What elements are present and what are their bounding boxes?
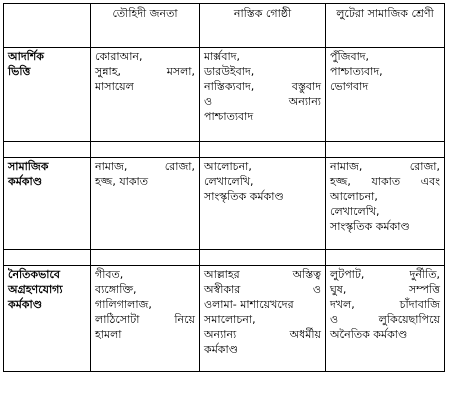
- cell-line: মার্ক্সবাদ,: [204, 50, 240, 63]
- cell-line: সাংস্কৃতিক কর্মকাণ্ড: [330, 220, 410, 233]
- cell-line: ঘুষ, সম্পত্তি: [330, 283, 440, 296]
- cell-line: হজ্জ, যাকাত এবং: [330, 175, 440, 188]
- row-label-line: কর্মকাণ্ড: [8, 175, 43, 188]
- cell-tawhidi-unethical: [91, 266, 200, 372]
- cell-line: লেখালেখি,: [330, 205, 380, 218]
- cell-line: আলোচনা,: [204, 160, 252, 173]
- header-nastik-goshthi: নাস্তিক গোষ্ঠী: [200, 4, 326, 48]
- cell-line: আল্লাহর অস্তিত্ব: [204, 268, 321, 281]
- cell-line: অন্যান্য অধর্মীয়: [204, 328, 321, 341]
- cell-line: লেখালেখি,: [204, 175, 254, 188]
- header-tawhidi-janata: তৌহিদী জনতা: [91, 4, 200, 48]
- cell-lutera-unethical: [326, 266, 445, 372]
- row-label-line: কর্মকাণ্ড: [8, 298, 43, 311]
- spacer-cell: [326, 250, 445, 266]
- cell-line: সাংস্কৃতিক কর্মকাণ্ড: [204, 190, 284, 203]
- spacer-cell: [4, 250, 91, 266]
- cell-line: পাশ্চাত্যবাদ: [204, 110, 254, 123]
- cell-lutera-ideology: [326, 48, 445, 142]
- spacer-cell: [91, 250, 200, 266]
- cell-line: আলোচনা,: [330, 190, 378, 203]
- row-label-unethical-activities: [4, 266, 91, 372]
- cell-line: নামাজ, রোজা,: [330, 160, 440, 173]
- spacer-row: [4, 142, 445, 158]
- cell-line: পুঁজিবাদ,: [330, 50, 370, 63]
- cell-line: ব্যঙ্গোক্তি,: [95, 283, 137, 296]
- cell-lutera-social: [326, 158, 445, 250]
- comparison-table: [3, 3, 445, 372]
- cell-line: গালিগালাজ,: [95, 298, 152, 311]
- row-label-ideological-basis: [4, 48, 91, 142]
- cell-line: নামাজ, রোজা,: [95, 160, 195, 173]
- table-row: [4, 48, 445, 142]
- header-cell-empty: [4, 4, 91, 48]
- cell-line: মাসায়েল: [95, 80, 134, 93]
- spacer-cell: [200, 250, 326, 266]
- cell-line: অস্বীকার ও: [204, 283, 321, 296]
- row-label-line: নৈতিকভাবে: [8, 268, 61, 281]
- table-row: [4, 158, 445, 250]
- cell-line: লাঠিসোটা নিয়ে: [95, 313, 195, 326]
- cell-line: হজ্জ, যাকাত: [95, 175, 148, 188]
- spacer-cell: [200, 142, 326, 158]
- cell-line: সুন্নাহ, মসলা,: [95, 65, 195, 78]
- cell-line: ওলামা- মাশায়েখদের: [204, 298, 294, 311]
- cell-line: ও অন্যান্য: [204, 95, 321, 108]
- cell-line: গীবত,: [95, 268, 124, 281]
- table-row: [4, 266, 445, 372]
- cell-line: নাস্তিক্যবাদ, বস্তুবাদ: [204, 80, 321, 93]
- cell-tawhidi-ideology: [91, 48, 200, 142]
- cell-nastik-unethical: [200, 266, 326, 372]
- cell-line: লুটপাট, দুর্নীতি,: [330, 268, 440, 281]
- cell-nastik-social: [200, 158, 326, 250]
- cell-line: ডারউইবাদ,: [204, 65, 255, 78]
- cell-tawhidi-social: [91, 158, 200, 250]
- row-label-line: সামাজিক: [8, 160, 49, 173]
- cell-line: পাশ্চাত্যবাদ,: [330, 65, 383, 78]
- cell-line: ভোগবাদ: [330, 80, 369, 93]
- spacer-cell: [91, 142, 200, 158]
- spacer-cell: [326, 142, 445, 158]
- header-row: [4, 4, 445, 48]
- row-label-line: আদর্শিক: [8, 50, 44, 63]
- cell-line: হামলা: [95, 328, 122, 341]
- cell-line: কর্মকাণ্ড: [204, 343, 239, 356]
- row-label-social-activities: [4, 158, 91, 250]
- header-lutera-shreni: লুটেরা সামাজিক শ্রেণী: [326, 4, 445, 48]
- cell-line: ও লুকিয়েছাপিয়ে: [330, 313, 440, 326]
- cell-nastik-ideology: [200, 48, 326, 142]
- spacer-cell: [4, 142, 91, 158]
- cell-line: দখল, চাঁদাবাজি: [330, 298, 440, 311]
- cell-line: অনৈতিক কর্মকাণ্ড: [330, 328, 408, 341]
- spacer-row: [4, 250, 445, 266]
- row-label-line: ভিত্তি: [8, 65, 31, 78]
- cell-line: সমালোচনা,: [204, 313, 256, 326]
- cell-line: কোরাআন,: [95, 50, 143, 63]
- row-label-line: অগ্রহণযোগ্য: [8, 283, 63, 296]
